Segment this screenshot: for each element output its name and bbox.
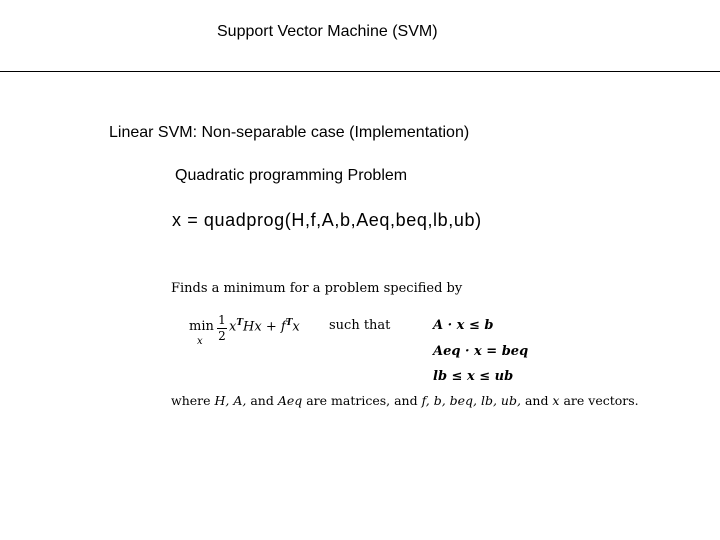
section-heading: Quadratic programming Problem [175,167,408,184]
title-divider [0,71,720,72]
quadprog-call: x = quadprog(H,f,A,b,Aeq,beq,lb,ub) [172,210,482,230]
where-aeq: Aeq [277,393,303,408]
fraction-denominator: 2 [218,329,226,343]
objective-expression [229,318,300,334]
where-matrices-text: are matrices, and [302,393,422,408]
objective-formula [189,310,319,350]
where-suffix: are vectors. [559,393,639,408]
where-and-2: and [520,393,553,408]
min-operator: min [189,319,214,334]
objective-transpose-1: T [236,318,244,328]
objective-end: x [292,319,300,335]
slide-title: Support Vector Machine (SVM) [217,23,438,40]
min-subscript: x [197,336,203,347]
where-note [171,393,639,408]
objective-transpose-2: T [285,318,293,328]
where-prefix: where [171,393,215,408]
constraint-bounds: lb ≤ x ≤ ub [433,369,514,384]
doc-intro: Finds a minimum for a problem specified by [171,281,463,296]
fraction-numerator: 1 [218,313,226,327]
where-vectors: f, b, beq, lb, ub, [421,393,521,408]
objective-mid: Hx + f [243,319,286,335]
constraint-equality: Aeq · x = beq [433,344,529,359]
one-half-fraction [217,314,227,343]
constraint-inequality: A · x ≤ b [433,318,494,333]
slide-subtitle: Linear SVM: Non-separable case (Implementation) [109,124,470,141]
objective-x: x [229,319,237,335]
such-that-label: such that [329,318,391,333]
where-x: x [552,393,560,408]
where-and-1: and [246,393,278,408]
where-matrices: H, A, [214,393,247,408]
